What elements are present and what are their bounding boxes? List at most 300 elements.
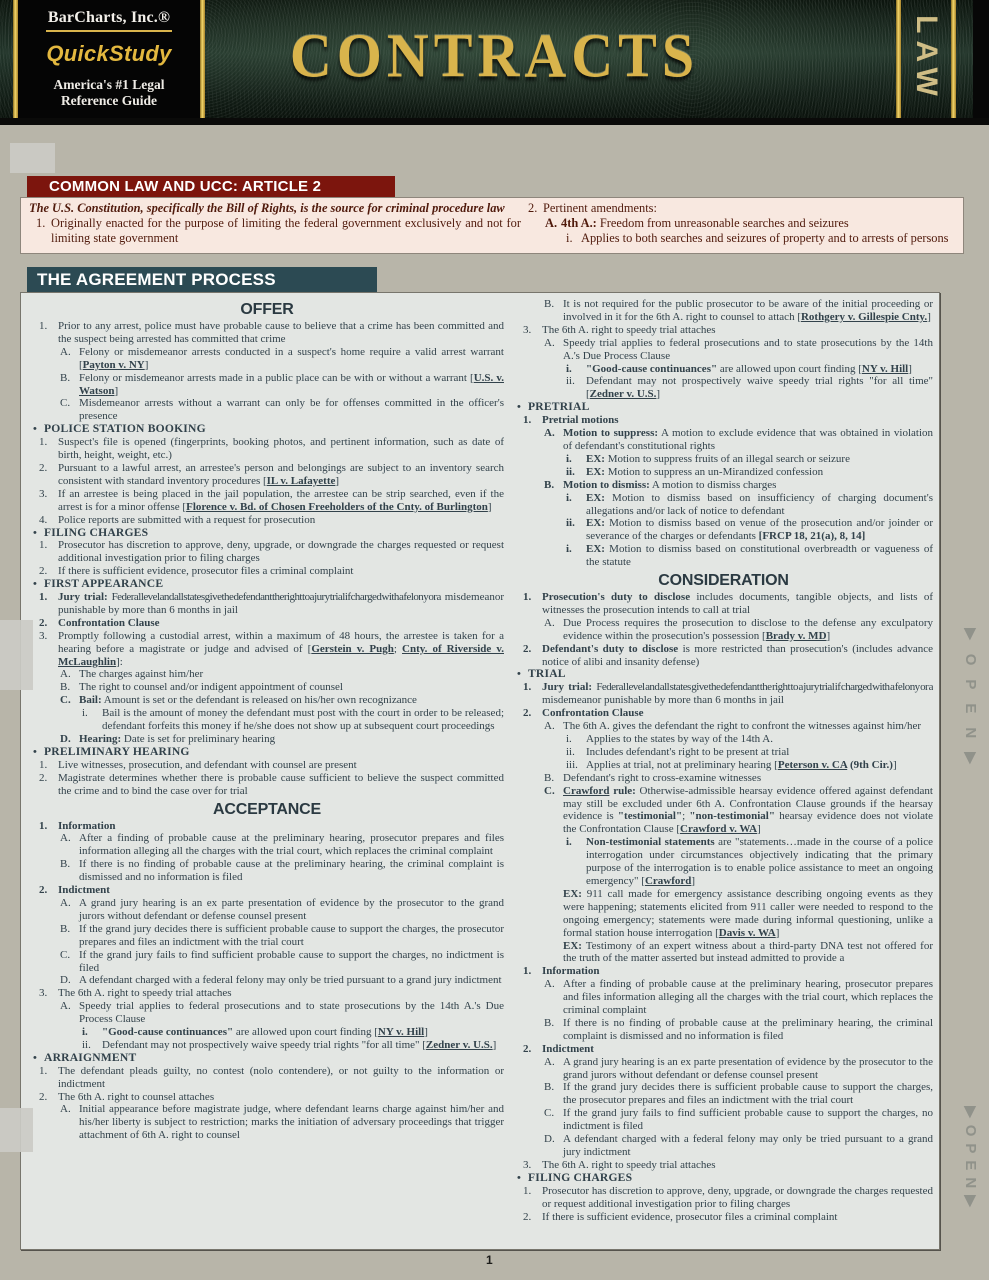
list-marker: ii. bbox=[566, 745, 575, 758]
content-line bbox=[514, 668, 933, 681]
text-segment: hearsay evidence does not violate the Confrontation Clause [ bbox=[563, 810, 933, 836]
content-panel bbox=[20, 292, 940, 1250]
list-marker: 2. bbox=[39, 884, 48, 897]
text-segment: A grand jury hearing is an ex parte presentation of evidence by the prosecutor to the grand jurors without defendant or defense counsel present bbox=[563, 1055, 933, 1081]
list-marker: 3. bbox=[39, 487, 48, 500]
text-segment: If the grand jury fails to find sufficient probable cause to support the charges, no indictment is filed bbox=[79, 948, 504, 974]
list-marker: ii. bbox=[566, 465, 575, 478]
text-segment: Prior to any arrest, police must have probable cause to believe that a crime has been committed and the suspect being arrested has committed that crime bbox=[58, 320, 504, 345]
text-segment: Motion to dismiss based on constitutional overbreadth or vagueness of the statute bbox=[586, 543, 933, 569]
content-line bbox=[30, 591, 504, 617]
text-segment: If an arrestee is being placed in the jail population, the arrestee can be strip searched, even if the arrest is for a minor offense [ bbox=[58, 487, 504, 513]
text-segment: are allowed upon court finding [ bbox=[233, 1026, 378, 1039]
text-segment: Bail is the amount of money the defendant must post with the court in order to be released; defendant forfeits this money if he/she does not show up at subsequent court proceedings bbox=[102, 707, 504, 733]
text-segment: A grand jury hearing is an ex parte presentation of evidence by the prosecutor to the grand jurors without defendant or defense counsel present bbox=[79, 896, 504, 922]
list-marker: A. bbox=[60, 1000, 71, 1013]
list-marker: i. bbox=[566, 362, 572, 375]
text-segment: Promptly following a custodial arrest, within a maximum of 48 hours, the arrestee is taken for a hearing before a magistrate or judge and advised of [ bbox=[58, 629, 504, 655]
text-segment: Confrontation Clause bbox=[58, 616, 160, 629]
text-segment: The U.S. Constitution, specifically the Bill of Rights, is the source for criminal procedure law bbox=[29, 201, 505, 215]
text-segment: Live witnesses, prosecution, and defendant with counsel are present bbox=[58, 758, 357, 771]
content-line bbox=[514, 772, 933, 785]
content-line bbox=[30, 820, 504, 833]
list-marker: • bbox=[517, 668, 521, 681]
content-line bbox=[514, 643, 933, 669]
text-segment: Police reports are submitted with a request for prosecution bbox=[58, 513, 316, 526]
content-line bbox=[30, 746, 504, 759]
content-line bbox=[30, 578, 504, 591]
text-segment: ] bbox=[691, 874, 696, 887]
text-segment: The 6th A. right to speedy trial attaches bbox=[542, 1158, 716, 1171]
text-segment: The charges against him/her bbox=[79, 668, 204, 681]
case-citation: U.S. v. Watson bbox=[79, 371, 504, 397]
text-segment: Suspect's file is opened (fingerprints, booking photos, and pertinent information, such as date of birth, height, weight, etc.) bbox=[58, 436, 504, 462]
text-segment: ; bbox=[393, 642, 403, 655]
text-segment: Amount is set or the defendant is released on his/her own recognizance bbox=[101, 694, 417, 707]
text-segment: FILING CHARGES bbox=[528, 1170, 633, 1184]
case-citation: Florence v. Bd. of Chosen Freeholders of the Cnty. of Burlington bbox=[186, 500, 488, 513]
list-marker: A. bbox=[60, 668, 71, 681]
text-segment: If the grand jury fails to find sufficient probable cause to support the charges, no indictment is filed bbox=[563, 1107, 933, 1133]
content-line bbox=[30, 488, 504, 514]
text-segment: Includes defendant's right to be present at trial bbox=[586, 745, 790, 758]
content-line bbox=[30, 1052, 504, 1065]
text-segment: "testimonial" bbox=[617, 810, 683, 823]
text-segment: 4th A.: bbox=[561, 215, 597, 230]
text-segment: ]: bbox=[116, 655, 123, 668]
list-marker: 1. bbox=[39, 1064, 48, 1077]
text-segment: Non-testimonial statements bbox=[586, 836, 715, 849]
content-line bbox=[514, 978, 933, 1017]
spine-bottom-strip bbox=[0, 118, 989, 125]
list-marker: 1. bbox=[523, 591, 532, 604]
content-line bbox=[30, 617, 504, 630]
content-line bbox=[514, 479, 933, 492]
list-marker: • bbox=[33, 745, 37, 758]
list-marker: • bbox=[517, 401, 521, 414]
text-segment: ] bbox=[892, 758, 897, 771]
case-citation: Zedner v. U.S. bbox=[589, 388, 657, 401]
list-marker: A. bbox=[60, 345, 71, 358]
text-segment: EX: bbox=[563, 939, 582, 952]
spine-edge bbox=[973, 0, 989, 118]
list-marker: A. bbox=[545, 215, 558, 230]
list-marker: A. bbox=[544, 1055, 555, 1068]
text-segment: Information bbox=[542, 965, 600, 978]
text-segment: Magistrate determines whether there is probable cause sufficient to believe the suspect committed the crime and to bind the case over for trial bbox=[58, 771, 504, 797]
content-line bbox=[30, 759, 504, 772]
content-line bbox=[30, 436, 504, 462]
list-marker: A. bbox=[544, 978, 555, 991]
case-citation: Crawford bbox=[644, 874, 692, 887]
text-segment: Felony or misdemeanor arrests made in a public place can be with or without a warrant [ bbox=[79, 371, 474, 384]
list-marker: 2. bbox=[523, 642, 532, 655]
text-segment: POLICE STATION BOOKING bbox=[44, 422, 206, 436]
text-segment: EX: bbox=[586, 517, 605, 530]
list-marker: B. bbox=[60, 858, 71, 871]
tagline bbox=[54, 77, 165, 109]
content-line bbox=[30, 832, 504, 858]
content-line bbox=[514, 746, 933, 759]
list-marker: 1. bbox=[523, 1184, 532, 1197]
text-segment: Defendant's right to cross-examine witnesses bbox=[563, 771, 762, 784]
open-label: ▶OPEN▶ bbox=[962, 628, 979, 778]
list-marker: i. bbox=[566, 836, 572, 849]
content-line bbox=[30, 423, 504, 436]
publisher-panel bbox=[18, 0, 200, 118]
header-band bbox=[0, 0, 989, 118]
list-marker: i. bbox=[82, 1026, 88, 1039]
content-line bbox=[521, 216, 957, 231]
content-line bbox=[514, 453, 933, 466]
fold-mark bbox=[0, 1108, 33, 1152]
content-line bbox=[30, 372, 504, 398]
list-marker: 1. bbox=[523, 965, 532, 978]
text-segment: Jury trial: bbox=[542, 681, 597, 694]
list-marker: A. bbox=[60, 832, 71, 845]
text-segment: EX: bbox=[586, 465, 605, 478]
text-segment: The right to counsel and/or indigent appointment of counsel bbox=[79, 681, 343, 694]
list-marker: 2. bbox=[39, 771, 48, 784]
list-marker: C. bbox=[60, 948, 71, 961]
content-line bbox=[514, 1017, 933, 1043]
text-segment: PRETRIAL bbox=[528, 400, 590, 414]
content-line bbox=[514, 759, 933, 772]
text-segment: Misdemeanor arrests without a warrant can only be for offenses committed in the officer's presence bbox=[79, 397, 504, 423]
content-line bbox=[514, 888, 933, 940]
content-line bbox=[514, 337, 933, 363]
text-segment: Motion to suppress: bbox=[563, 427, 659, 440]
section-header-agreement-process: THE AGREEMENT PROCESS bbox=[27, 267, 377, 292]
text-segment: If there is no finding of probable cause at the preliminary hearing, the criminal complaint is dismissed and no information is filed bbox=[563, 1016, 933, 1042]
text-segment: Freedom from unreasonable searches and seizures bbox=[596, 215, 849, 230]
text-segment: is more restricted than prosecution's (includes advance notice of alibi and insanity defense) bbox=[542, 642, 933, 668]
text-segment: Pretrial motions bbox=[542, 414, 619, 427]
case-citation: Peterson v. CA bbox=[777, 758, 848, 771]
text-segment: A motion to dismiss charges bbox=[649, 478, 777, 491]
list-marker: • bbox=[33, 578, 37, 591]
text-segment: ] bbox=[424, 1026, 428, 1039]
list-marker: C. bbox=[60, 694, 71, 707]
text-segment: ] bbox=[335, 474, 340, 487]
brand-logo: QuickStudy bbox=[46, 41, 172, 66]
content-line bbox=[30, 539, 504, 565]
list-marker: iii. bbox=[566, 758, 578, 771]
list-marker: 1. bbox=[39, 591, 48, 604]
publisher-name: BarCharts, Inc.® bbox=[46, 9, 172, 32]
list-marker: 1. bbox=[523, 414, 532, 427]
text-segment: Initial appearance before magistrate judge, where defendant learns charge against him/her and his/her liberty is subject to restriction; marks the initiation of adversary proceedings that trigger attachment of 6th A. right to counsel bbox=[79, 1103, 504, 1142]
content-line bbox=[514, 965, 933, 978]
text-segment: are "statements…made in the course of a police interrogation under circumstances objectively indicating that the primary purpose of the interrogation is to enable police assistance to meet an ongoing emergency" [ bbox=[586, 836, 933, 887]
text-segment: EX: bbox=[586, 491, 605, 504]
content-line bbox=[514, 940, 933, 966]
list-marker: B. bbox=[544, 1081, 555, 1094]
text-segment: If the grand jury decides there is sufficient probable cause to support the charges, the prosecutor prepares and files an indictment with the trial court bbox=[563, 1081, 933, 1107]
text-segment: ] bbox=[908, 362, 912, 375]
content-line bbox=[514, 375, 933, 401]
list-marker: A. bbox=[544, 336, 555, 349]
text-segment: ] bbox=[757, 823, 761, 836]
list-marker: 2. bbox=[39, 616, 48, 629]
case-citation: Crawford v. WA bbox=[680, 823, 758, 836]
text-segment: The 6th A. right to speedy trial attaches bbox=[542, 323, 716, 336]
list-marker: ii. bbox=[82, 1038, 91, 1051]
subsection-heading: OFFER bbox=[240, 301, 294, 318]
text-segment: Defendant may not prospectively waive speedy trial rights "for all time" [ bbox=[586, 375, 933, 401]
content-line bbox=[514, 733, 933, 746]
list-marker: B. bbox=[544, 298, 555, 310]
text-segment: Prosecutor has discretion to approve, deny, upgrade, or downgrade the charges requested or request additional investigation prior to filing charges bbox=[542, 1184, 933, 1210]
open-marker-bottom bbox=[958, 1072, 984, 1247]
case-citation: Payton v. NY bbox=[82, 358, 145, 371]
text-segment: ] bbox=[775, 926, 780, 939]
list-marker: B. bbox=[544, 1016, 555, 1029]
text-segment: If the grand jury decides there is sufficient probable cause to support the charges, the prosecutor prepares and files an indictment with the trial court bbox=[79, 922, 504, 948]
list-marker: 4. bbox=[39, 513, 48, 526]
text-segment: Federal level and all states give the defendant the right to a jury trial if charged with a felony or a bbox=[596, 681, 933, 694]
list-marker: ii. bbox=[566, 375, 575, 388]
text-segment: misdemeanor punishable by more than 6 months in jail bbox=[58, 591, 504, 616]
content-line bbox=[514, 617, 933, 643]
list-marker: D. bbox=[60, 733, 71, 745]
text-segment: The defendant pleads guilty, no contest (nolo contendere), or not guilty to the information or indictment bbox=[58, 1064, 504, 1090]
case-citation: Brady v. MD bbox=[765, 629, 827, 642]
text-segment: rule: bbox=[609, 784, 636, 797]
text-segment: ] bbox=[656, 388, 661, 401]
intro-right-column bbox=[521, 201, 957, 253]
content-line bbox=[30, 346, 504, 372]
list-marker: C. bbox=[544, 1107, 555, 1120]
list-marker: 3. bbox=[39, 987, 48, 1000]
content-line bbox=[514, 681, 933, 707]
list-marker: D. bbox=[544, 1133, 555, 1146]
list-marker: C. bbox=[544, 784, 555, 797]
subsection-heading: ACCEPTANCE bbox=[213, 800, 321, 818]
text-segment: FIRST APPEARANCE bbox=[44, 577, 164, 591]
text-segment: (9th Cir.) bbox=[847, 758, 893, 771]
list-marker: 2. bbox=[39, 1090, 48, 1103]
content-line bbox=[514, 543, 933, 569]
content-line bbox=[30, 668, 504, 681]
list-marker: 1. bbox=[39, 539, 48, 552]
text-segment: Motion to suppress an un-Mirandized confession bbox=[604, 465, 824, 478]
text-segment: If there is sufficient evidence, prosecutor files a criminal complaint bbox=[542, 1210, 838, 1223]
list-marker: A. bbox=[60, 1103, 71, 1116]
tagline-line2: Reference Guide bbox=[60, 93, 158, 108]
case-citation: IL v. Lafayette bbox=[266, 474, 336, 487]
content-line bbox=[30, 949, 504, 975]
content-line bbox=[514, 517, 933, 543]
list-marker: B. bbox=[544, 478, 555, 491]
list-marker: C. bbox=[60, 397, 71, 410]
content-line bbox=[514, 1056, 933, 1082]
list-marker: B. bbox=[60, 922, 71, 935]
case-citation: Crawford bbox=[563, 784, 610, 797]
text-segment: Motion to dismiss based on insufficiency of charging document's allegations and/or lack of notice to defendant bbox=[586, 491, 933, 517]
list-marker: • bbox=[33, 1051, 37, 1064]
content-line bbox=[521, 231, 957, 246]
content-line bbox=[30, 772, 504, 798]
content-line bbox=[514, 363, 933, 376]
list-marker: • bbox=[33, 423, 37, 436]
content-line bbox=[514, 324, 933, 337]
case-citation: Rothgery v. Gillespie Cnty. bbox=[800, 310, 928, 323]
text-segment: Motion to dismiss based on venue of the prosecution and/or joinder or severance of the charges or defendants bbox=[586, 517, 933, 543]
text-segment: misdemeanor punishable by more than 6 months in jail bbox=[542, 694, 784, 707]
case-citation: NY v. Hill bbox=[377, 1026, 425, 1039]
text-segment: EX: bbox=[563, 887, 582, 900]
text-segment: After a finding of probable cause at the preliminary hearing, prosecutor prepares and files information alleging all the charges with the trial court, which replaces the criminal complaint bbox=[563, 978, 933, 1017]
list-marker: 1. bbox=[39, 436, 48, 449]
content-line bbox=[30, 681, 504, 694]
fold-mark bbox=[10, 143, 55, 173]
content-line bbox=[30, 1103, 504, 1142]
gold-pinstripe bbox=[951, 0, 956, 118]
spine-category bbox=[901, 0, 951, 118]
text-segment: ; bbox=[682, 810, 690, 823]
list-marker: B. bbox=[60, 681, 71, 694]
content-line bbox=[514, 1107, 933, 1133]
text-segment: Motion to dismiss: bbox=[563, 478, 650, 491]
text-segment: 911 call made for emergency assistance describing ongoing events as they were happening; statements elicited from 911 caller were needed to respond to the ongoing emergency; statements were made during informal questioning, unlike a formal station house interrogation [ bbox=[563, 887, 933, 939]
list-marker: i. bbox=[566, 230, 573, 245]
list-marker: 1. bbox=[523, 681, 532, 694]
text-segment: Prosecution's duty to disclose bbox=[542, 591, 691, 604]
list-marker: 2. bbox=[523, 707, 532, 720]
content-line bbox=[514, 1081, 933, 1107]
text-segment: ] bbox=[144, 358, 149, 371]
list-marker: 3. bbox=[39, 629, 48, 642]
text-segment: A motion to exclude evidence that was obtained in violation of defendant's constitutional rights bbox=[563, 427, 933, 452]
list-marker: 1. bbox=[39, 819, 48, 832]
text-segment: Date is set for preliminary hearing bbox=[121, 733, 276, 745]
text-segment: Originally enacted for the purpose of limiting the federal government exclusively and not for limiting state government bbox=[51, 215, 521, 245]
text-segment: "Good-cause continuances" bbox=[586, 362, 718, 375]
text-segment: ] bbox=[492, 1038, 497, 1051]
text-segment: Defendant's duty to disclose bbox=[542, 642, 679, 655]
list-marker: A. bbox=[544, 616, 555, 629]
text-segment: Testimony of an expert witness about a third-party DNA test not offered for the truth of the matter asserted but instead admitted to provide a bbox=[563, 939, 933, 965]
case-citation: Gerstein v. Pugh bbox=[311, 642, 394, 655]
text-segment: Felony or misdemeanor arrests conducted in a suspect's home require a valid arrest warrant [ bbox=[79, 345, 504, 371]
text-segment: EX: bbox=[586, 543, 605, 556]
content-line bbox=[30, 1026, 504, 1039]
text-segment: Applies to both searches and seizures of property and to arrests of persons bbox=[581, 230, 949, 245]
page-number: 1 bbox=[486, 1253, 493, 1267]
list-marker: B. bbox=[60, 371, 71, 384]
content-line bbox=[514, 1133, 933, 1159]
list-marker: i. bbox=[566, 543, 572, 556]
text-segment: Jury trial: bbox=[58, 591, 112, 604]
content-line bbox=[30, 527, 504, 540]
text-segment: If there is no finding of probable cause at the preliminary hearing, the criminal complaint is dismissed and no information is filed bbox=[79, 858, 504, 884]
content-line bbox=[514, 1185, 933, 1211]
content-line bbox=[30, 707, 504, 733]
case-citation: Davis v. WA bbox=[718, 926, 776, 939]
list-marker: 2. bbox=[523, 1042, 532, 1055]
text-segment: Speedy trial applies to federal prosecutions and to state prosecutions by the 14th A.'s Due Process Clause bbox=[79, 1000, 504, 1026]
text-segment: Confrontation Clause bbox=[542, 707, 644, 720]
text-segment: Prosecutor has discretion to approve, deny, upgrade, or downgrade the charges requested or request additional investigation prior to filing charges bbox=[58, 539, 504, 565]
text-segment: After a finding of probable cause at the preliminary hearing, prosecutor prepares and files information alleging all the charges with the trial court, which replaces the criminal complaint bbox=[79, 832, 504, 858]
list-marker: i. bbox=[566, 733, 572, 745]
text-segment: Defendant may not prospectively waive speedy trial rights "for all time" [ bbox=[102, 1038, 426, 1051]
section-header-common-law: COMMON LAW AND UCC: ARTICLE 2 bbox=[27, 176, 395, 197]
intro-box bbox=[20, 197, 964, 254]
content-line bbox=[30, 884, 504, 897]
list-marker: A. bbox=[544, 720, 555, 733]
content-line bbox=[30, 694, 504, 707]
list-marker: B. bbox=[544, 771, 555, 784]
text-segment: PRELIMINARY HEARING bbox=[44, 744, 190, 758]
open-marker-top bbox=[958, 572, 984, 834]
content-line bbox=[30, 320, 504, 346]
content-line bbox=[514, 401, 933, 414]
list-marker: ii. bbox=[566, 517, 575, 530]
content-line bbox=[30, 858, 504, 884]
content-line bbox=[521, 201, 957, 216]
list-marker: 2. bbox=[523, 1210, 532, 1223]
content-line bbox=[29, 216, 521, 246]
intro-left-column bbox=[29, 201, 521, 253]
text-segment: Hearing: bbox=[79, 733, 122, 745]
list-marker: i. bbox=[566, 452, 572, 465]
subsection-heading: CONSIDERATION bbox=[658, 572, 789, 590]
content-line bbox=[30, 462, 504, 488]
text-segment: are allowed upon court finding [ bbox=[717, 362, 862, 375]
text-segment: Bail: bbox=[79, 694, 102, 707]
gold-pinstripe bbox=[200, 0, 205, 118]
content-line bbox=[514, 1043, 933, 1056]
list-marker: 1. bbox=[36, 215, 46, 230]
spine-category-label: LAW bbox=[910, 15, 943, 103]
list-marker: 1. bbox=[39, 758, 48, 771]
text-segment: EX: bbox=[586, 452, 605, 465]
content-line bbox=[30, 1000, 504, 1026]
text-segment: ] bbox=[114, 384, 119, 397]
list-marker: 3. bbox=[523, 323, 532, 336]
text-segment: The 6th A. gives the defendant the right to confront the witnesses against him/her bbox=[563, 720, 922, 733]
list-marker: D. bbox=[60, 974, 71, 987]
text-segment: TRIAL bbox=[528, 667, 566, 681]
content-line bbox=[514, 1211, 933, 1224]
text-segment: Speedy trial applies to federal prosecutions and to state prosecutions by the 14th A.'s Due Process Clause bbox=[563, 336, 933, 362]
content-line bbox=[514, 427, 933, 453]
text-segment: A defendant charged with a federal felony may only be tried pursuant to a grand jury indictment bbox=[79, 974, 502, 987]
text-segment: Due Process requires the prosecution to disclose to the defense any exculpatory evidence within the prosecution's possession [ bbox=[563, 616, 933, 642]
list-marker: A. bbox=[544, 427, 555, 440]
text-segment: The 6th A. right to counsel attaches bbox=[58, 1090, 215, 1103]
text-segment: "Good-cause continuances" bbox=[102, 1026, 234, 1039]
content-line bbox=[514, 785, 933, 837]
list-marker: i. bbox=[566, 491, 572, 504]
list-marker: 2. bbox=[39, 565, 48, 578]
list-marker: • bbox=[517, 1171, 521, 1184]
list-marker: 2. bbox=[528, 201, 538, 215]
content-right-column bbox=[514, 298, 933, 1245]
text-segment: FILING CHARGES bbox=[44, 525, 149, 539]
text-segment: Information bbox=[58, 819, 116, 832]
tagline-line1: America's #1 Legal bbox=[53, 77, 165, 92]
content-line bbox=[514, 414, 933, 427]
list-marker: 2. bbox=[39, 461, 48, 474]
text-segment: Motion to suppress fruits of an illegal search or seizure bbox=[604, 452, 850, 465]
text-segment: Applies to the states by way of the 14th A. bbox=[586, 733, 773, 745]
case-citation: Zedner v. U.S. bbox=[425, 1038, 493, 1051]
text-segment: ARRAIGNMENT bbox=[44, 1050, 137, 1064]
text-segment: It is not required for the public prosecutor to be aware of the initial proceeding or involved in it for the 6th A. right to counsel to attach [ bbox=[563, 298, 933, 323]
